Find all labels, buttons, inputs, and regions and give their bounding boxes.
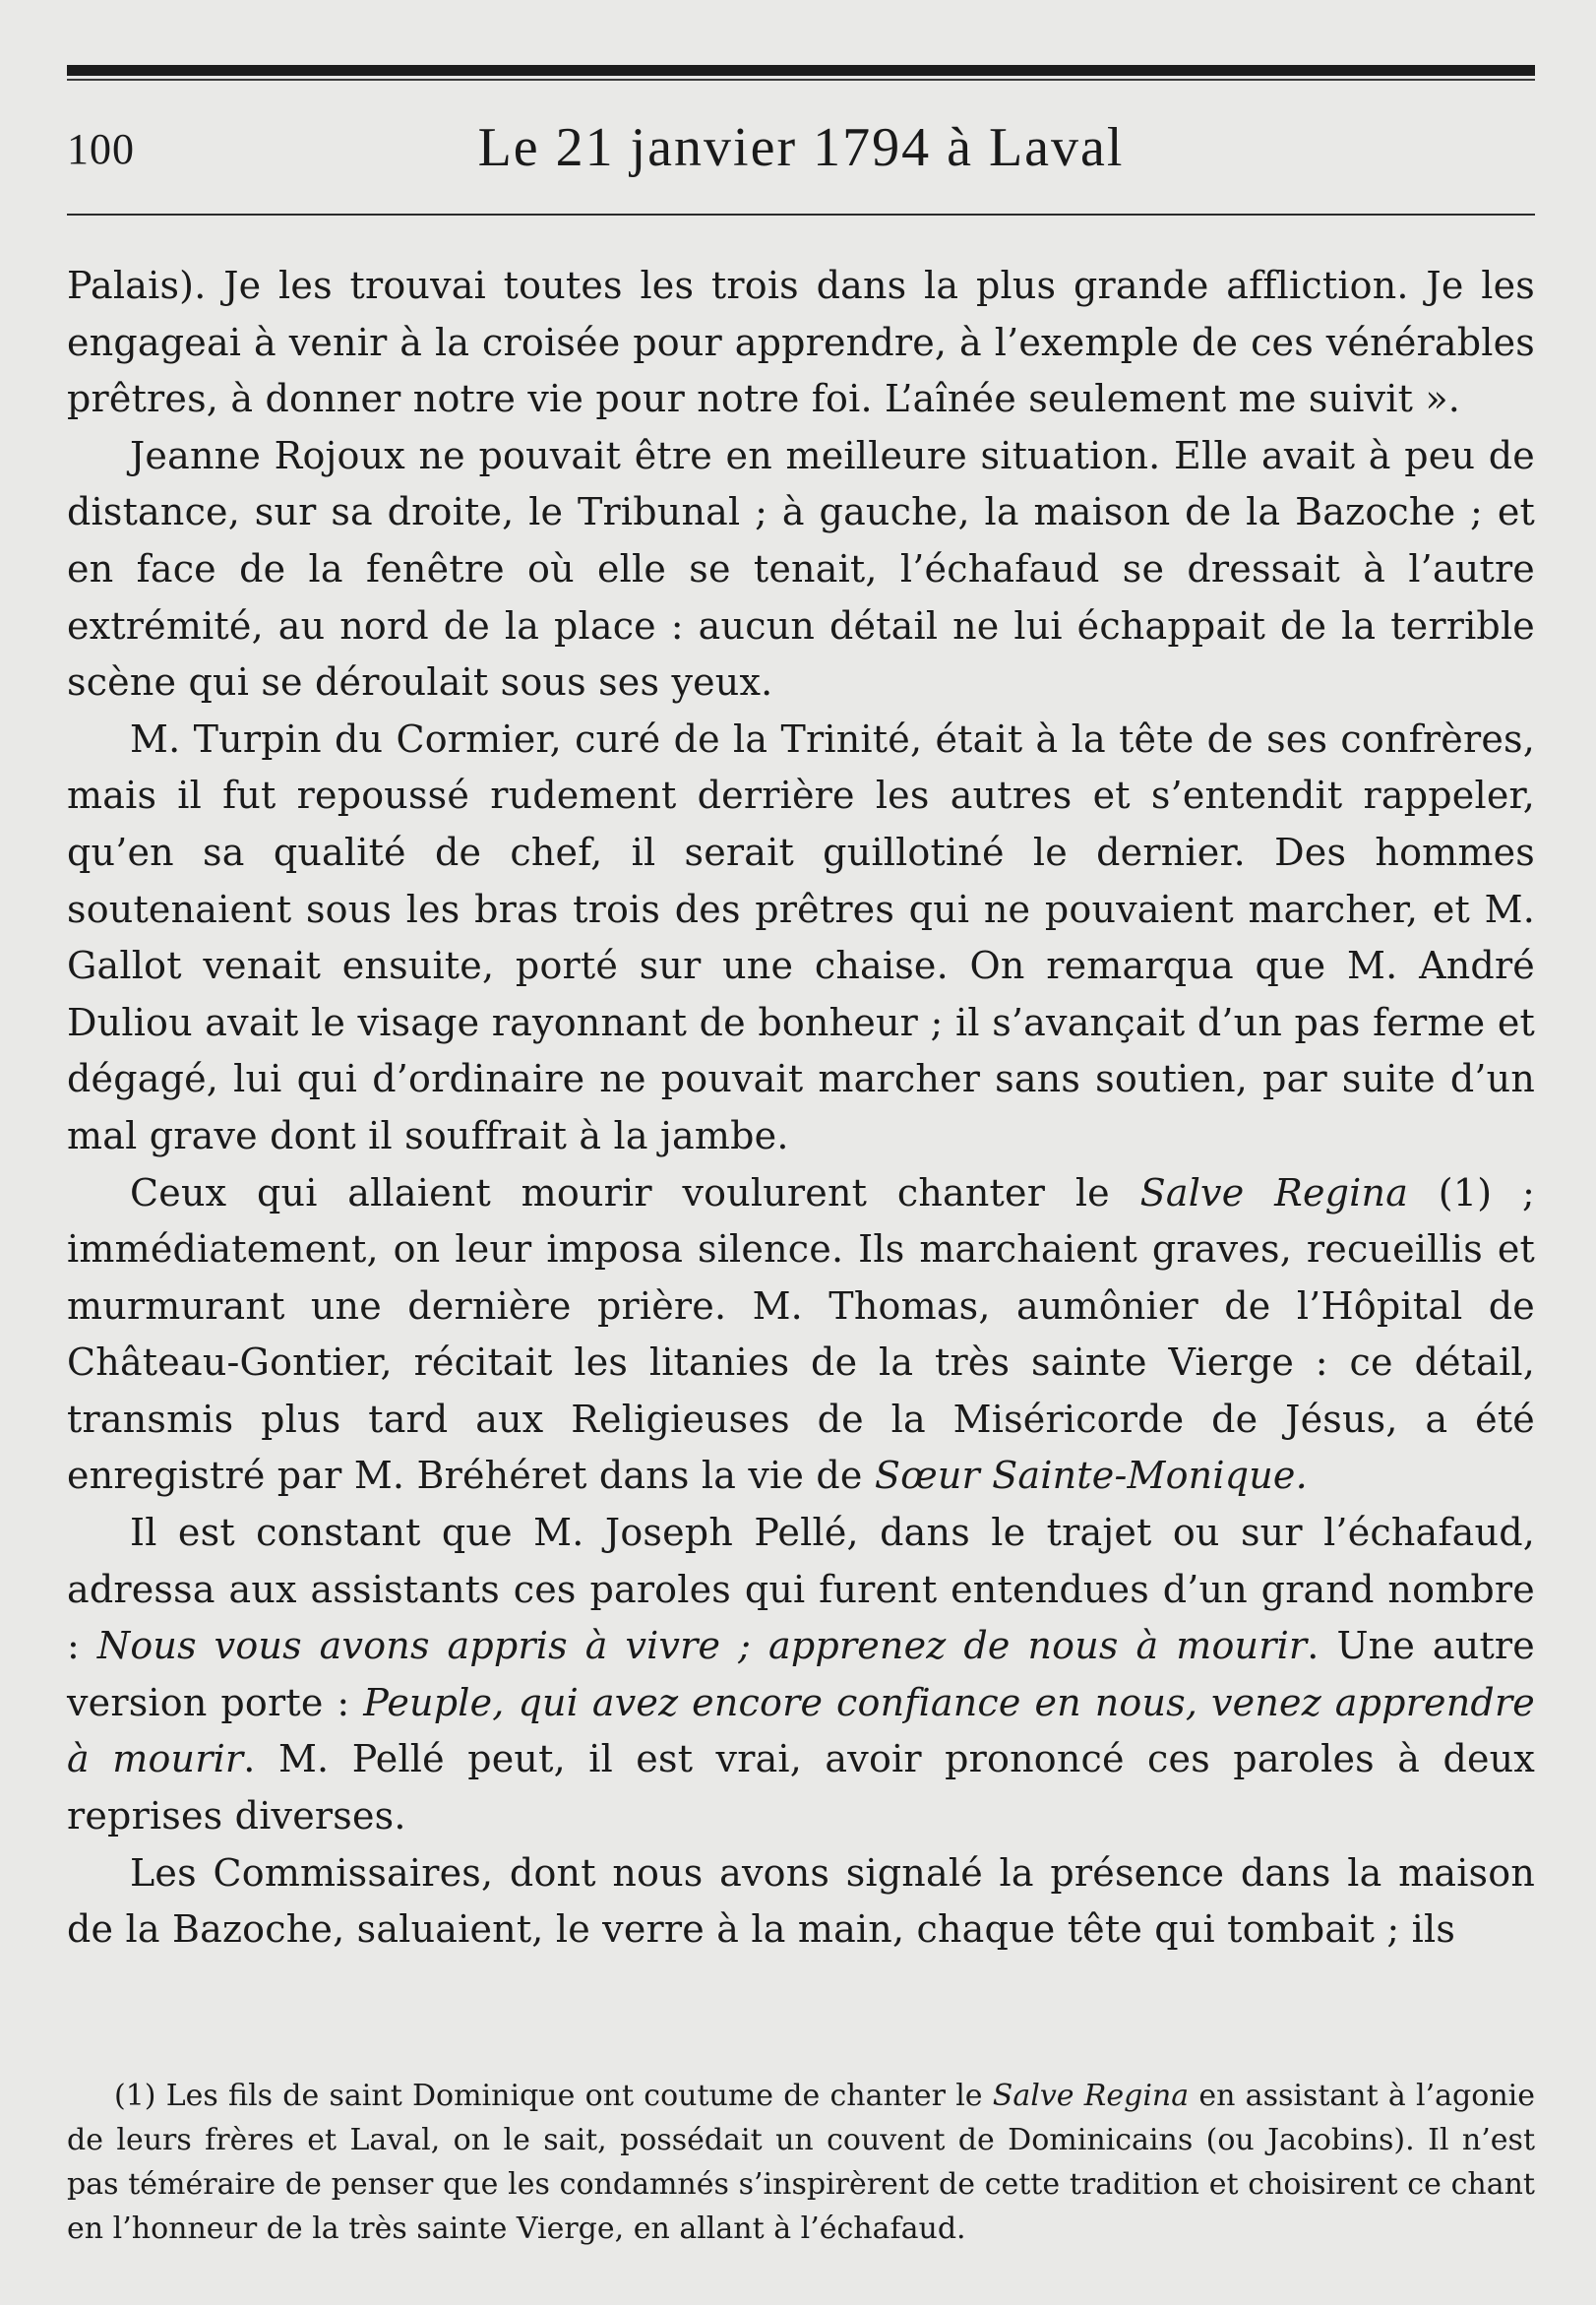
text-run: en assistant à l’agonie de leurs frères et Laval, on le sait, possédait un couvent de Dominicains (ou Jacobins). Il n’est pas téméraire de penser que les condamnés s’inspirèrent de cette tradition et choisirent ce chant en l’honneur de la très sainte Vierge, en allant à l’échafaud. xyxy=(67,2079,1535,2246)
italic-text: Salve Regina xyxy=(992,2079,1190,2113)
text-run: . M. Pellé peut, il est vrai, avoir prononcé ces paroles à deux reprises diverses. xyxy=(67,1737,1535,1838)
page-number: 100 xyxy=(67,125,135,173)
running-title: Le 21 janvier 1794 à Laval xyxy=(477,117,1125,178)
footnotes xyxy=(67,2074,1535,2251)
text-run: Les Commissaires, dont nous avons signalé la présence dans la maison de la Bazoche, saluaient, le verre à la main, chaque tête qui tombait ; ils xyxy=(67,1850,1535,1952)
paragraph xyxy=(67,1165,1535,1506)
italic-text: Nous vous avons appris à vivre ; apprenez de nous à mourir xyxy=(96,1624,1308,1668)
running-header xyxy=(67,116,1535,195)
text-run: Il est constant que M. Joseph Pellé, dans le trajet ou sur l’échafaud, adressa aux assistants ces paroles qui furent entendues d’un grand nombre : xyxy=(67,1511,1535,1668)
footnote xyxy=(67,2074,1535,2251)
text-run: (1) Les fils de saint Dominique ont coutume de chanter le xyxy=(114,2079,993,2113)
body-text xyxy=(67,258,1535,1959)
top-thick-rule xyxy=(67,65,1535,76)
paragraph xyxy=(67,428,1535,712)
italic-text: Sœur Sainte-Monique. xyxy=(874,1454,1308,1498)
italic-text: Salve Regina xyxy=(1139,1170,1409,1215)
text-run: Ceux qui allaient mourir voulurent chanter le xyxy=(130,1170,1140,1215)
text-run: Jeanne Rojoux ne pouvait être en meilleure situation. Elle avait à peu de distance, sur sa droite, le Tribunal ; à gauche, la maison de la Bazoche ; et en face de la fenêtre où elle se tenait, l’échafaud se dressait à l’autre extrémité, au nord de la place : aucun détail ne lui échappait de la terrible scène qui se déroulait sous ses yeux. xyxy=(67,433,1535,705)
text-run: . Une autre version porte : xyxy=(67,1624,1535,1724)
paragraph xyxy=(67,258,1535,428)
paragraph xyxy=(67,712,1535,1165)
italic-text: Peuple, qui avez encore confiance en nous, venez apprendre à mourir xyxy=(67,1680,1535,1781)
paragraph xyxy=(67,1845,1535,1959)
text-run: M. Turpin du Cormier, curé de la Trinité, était à la tête de ses confrères, mais il fut repoussé rudement derrière les autres et s’entendit rappeler, qu’en sa qualité de chef, il serait guillotiné le dernier. Des hommes soutenaient sous les bras trois des prêtres qui ne pouvaient marcher, et M. Gallot venait ensuite, porté sur une chaise. On remarqua que M. André Duliou avait le visage rayonnant de bonheur ; il s’avançait d’un pas ferme et dégagé, lui qui d’ordinaire ne pouvait marcher sans soutien, par suite d’un mal grave dont il souffrait à la jambe. xyxy=(67,716,1535,1157)
header-rule xyxy=(67,214,1535,216)
text-run: (1) ; immédiatement, on leur imposa silence. Ils marchaient graves, recueillis et murmurant une dernière prière. M. Thomas, aumônier de l’Hôpital de Château-Gontier, récitait les litanies de la très sainte Vierge : ce détail, transmis plus tard aux Religieuses de la Miséricorde de Jésus, a été enregistré par M. Bréhéret dans la vie de xyxy=(67,1170,1535,1498)
text-run: Palais). Je les trouvai toutes les trois dans la plus grande affliction. Je les engageai à venir à la croisée pour apprendre, à l’exemple de ces vénérables prêtres, à donner notre vie pour notre foi. L’aînée seulement me suivit ». xyxy=(67,264,1535,421)
paragraph xyxy=(67,1505,1535,1845)
top-thin-rule xyxy=(67,79,1535,81)
